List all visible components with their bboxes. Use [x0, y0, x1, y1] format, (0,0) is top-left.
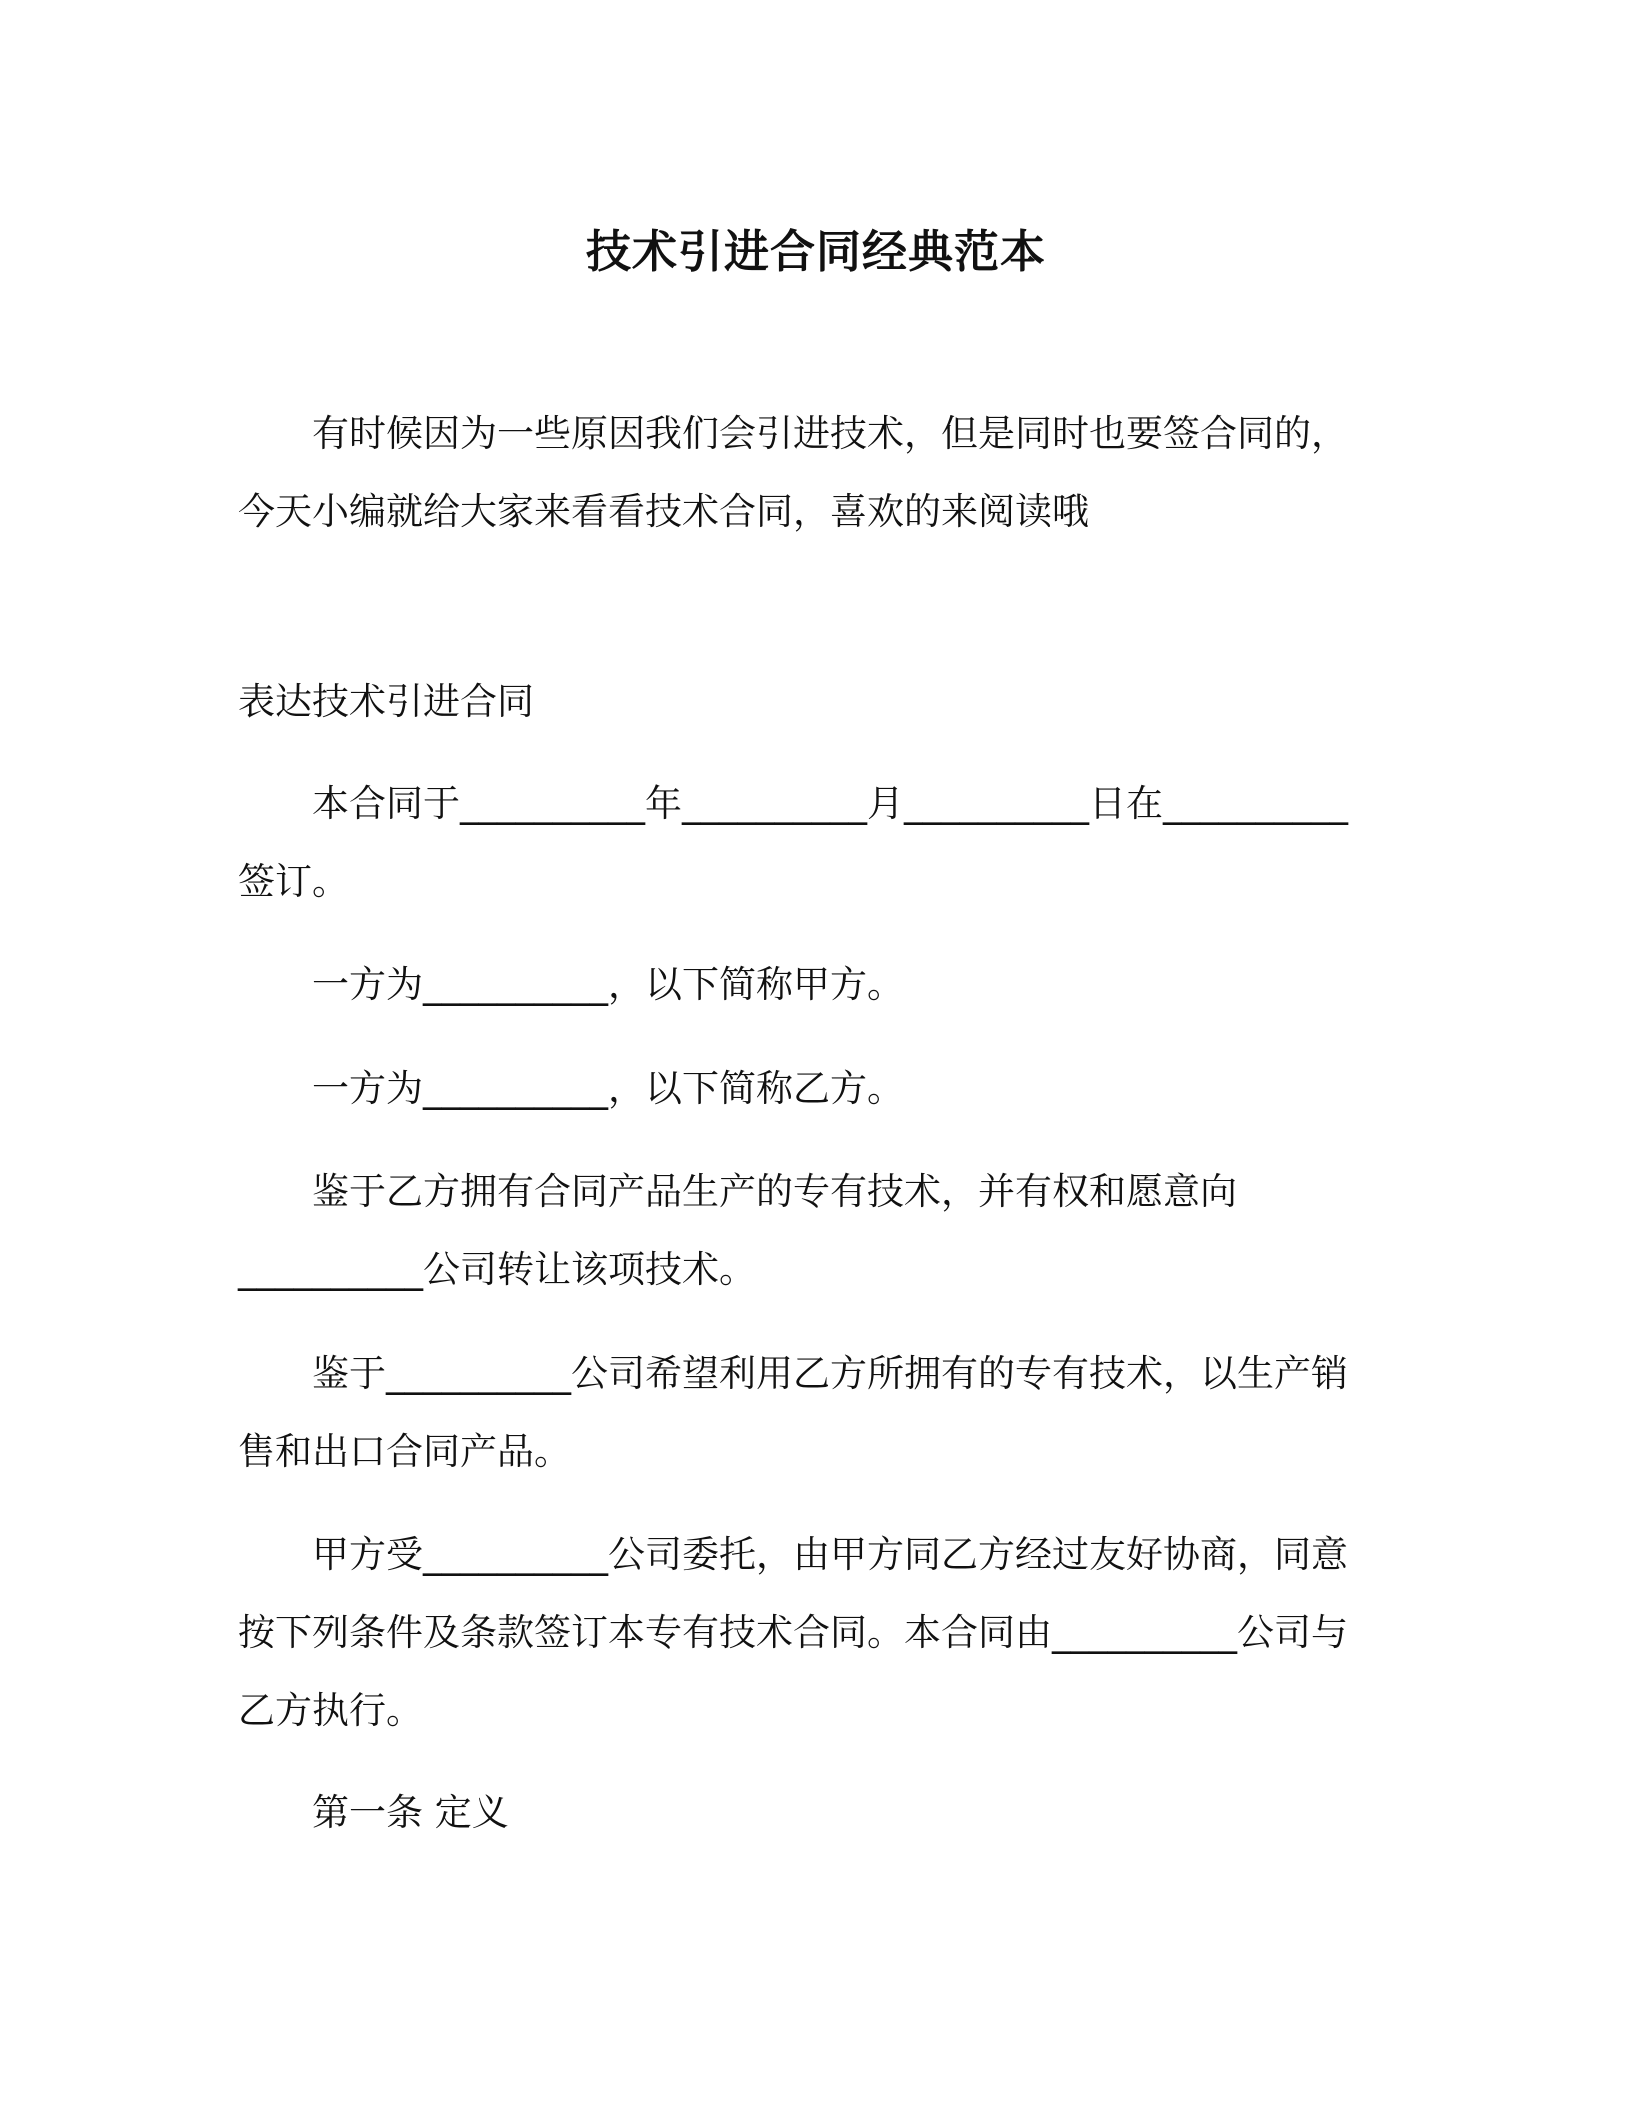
party-b-line: 一方为__________，以下简称乙方。 — [312, 1067, 904, 1110]
signing-paragraph — [238, 765, 1368, 921]
entrust-line-3: 乙方执行。 — [238, 1689, 423, 1732]
intro-line-1: 有时候因为一些原因我们会引进技术，但是同时也要签合同的， — [312, 412, 1348, 455]
section-heading: 表达技术引进合同 — [238, 680, 534, 723]
whereas-2-paragraph — [238, 1335, 1368, 1491]
whereas-2-line-2: 售和出口合同产品。 — [238, 1430, 571, 1473]
section-heading-block — [238, 663, 1368, 741]
intro-paragraph — [238, 395, 1368, 551]
whereas-1-line-1: 鉴于乙方拥有合同产品生产的专有技术，并有权和愿意向 — [312, 1170, 1237, 1213]
entrust-paragraph — [238, 1516, 1368, 1750]
entrust-line-2: 按下列条件及条款签订本专有技术合同。本合同由__________公司与 — [238, 1611, 1348, 1654]
whereas-2-line-1: 鉴于__________公司希望利用乙方所拥有的专有技术，以生产销 — [312, 1352, 1348, 1395]
document-title: 技术引进合同经典范本 — [585, 225, 1046, 278]
entrust-line-1: 甲方受__________公司委托，由甲方同乙方经过友好协商，同意 — [312, 1533, 1348, 1576]
party-b-paragraph — [238, 1050, 1368, 1128]
party-a-line: 一方为__________，以下简称甲方。 — [312, 963, 904, 1006]
signing-line-2: 签订。 — [238, 860, 349, 903]
whereas-1-paragraph — [238, 1153, 1368, 1309]
signing-line-1: 本合同于__________年__________月__________日在__________ — [312, 782, 1348, 825]
party-a-paragraph — [238, 946, 1368, 1024]
article-1-block — [238, 1774, 1368, 1852]
intro-line-2: 今天小编就给大家来看看技术合同，喜欢的来阅读哦 — [238, 490, 1089, 533]
whereas-1-line-2: __________公司转让该项技术。 — [238, 1248, 756, 1291]
article-1-heading: 第一条 定义 — [312, 1791, 509, 1834]
